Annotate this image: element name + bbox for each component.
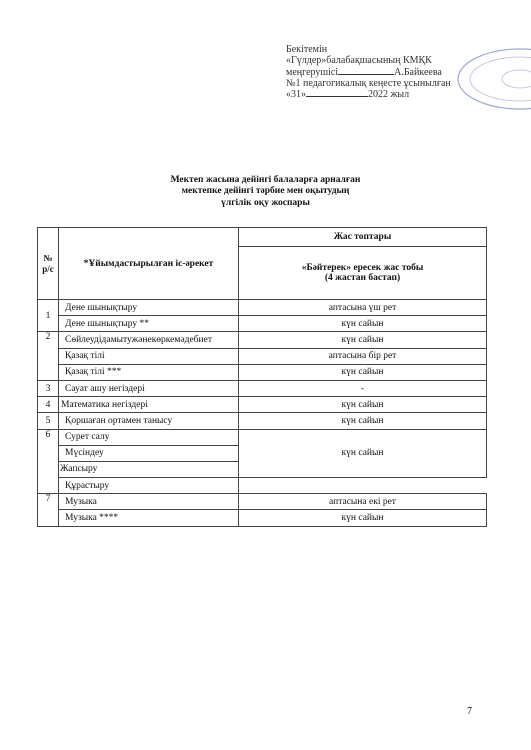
table-row (38, 413, 487, 429)
signature-underline (338, 74, 394, 75)
row-activity: Дене шынықтыру (59, 300, 239, 316)
approval-line-3: меңгерушісі (286, 66, 339, 78)
row-number: 7 (38, 494, 59, 526)
row-activity: Сурет салу (59, 429, 239, 445)
curriculum-table (37, 227, 487, 527)
row-activity: Музыка (59, 494, 239, 510)
approval-block (286, 44, 516, 100)
table-row (38, 510, 487, 526)
header-activity: *Ұйымдастырылған іс-әрекет (59, 228, 239, 300)
header-group-age: (4 жастан бастап) (324, 273, 401, 283)
table-row (38, 300, 487, 316)
row-frequency: күн сайын (239, 510, 487, 526)
row-activity: Қазақ тілі *** (59, 364, 239, 380)
row-frequency: күн сайын (239, 332, 487, 348)
table-row (38, 380, 487, 396)
row-frequency-empty (239, 478, 487, 494)
document-title-line-1: Мектеп жасына дейінгі балаларға арналған (170, 175, 361, 185)
row-activity: Жапсыру (59, 461, 239, 477)
header-group (239, 247, 487, 300)
document-title-line-2: мектепке дейінгі тәрбие мен оқытудың (181, 186, 350, 196)
table-row (38, 316, 487, 332)
approval-line-4: №1 педагогикалық кеңесте ұсынылған (286, 77, 451, 89)
row-frequency: аптасына екі рет (239, 494, 487, 510)
header-age-groups: Жас топтары (239, 228, 487, 247)
row-activity: Мүсіндеу (59, 445, 239, 461)
row-number: 3 (38, 380, 59, 396)
row-activity: Дене шынықтыру ** (59, 316, 239, 332)
row-activity: Қазақ тілі (59, 348, 239, 364)
row-frequency: күн сайын (239, 429, 487, 478)
row-number: 1 (38, 300, 59, 332)
row-activity: Құрастыру (59, 478, 239, 494)
row-number: 4 (38, 397, 59, 413)
row-number: 2 (38, 332, 59, 381)
row-frequency: күн сайын (239, 316, 487, 332)
document-title-line-3: үлгілік оқу жоспары (221, 198, 310, 208)
row-frequency: - (239, 380, 487, 396)
row-activity: Сөйлеудідамытужәнекөркемәдебиет (59, 332, 239, 348)
date-underline (306, 96, 368, 97)
approval-director-name: А.Байкеева (394, 66, 442, 78)
table-row (38, 429, 487, 445)
row-activity: Қоршаған ортамен танысу (59, 413, 239, 429)
table-row (38, 364, 487, 380)
row-activity: Сауат ашу негіздері (59, 380, 239, 396)
table-row (38, 478, 487, 494)
header-number: № р/с (38, 228, 59, 300)
approval-date-day: «31» (286, 89, 306, 101)
row-frequency: аптасына бір рет (239, 348, 487, 364)
page-number: 7 (467, 706, 472, 717)
row-number: 6 (38, 429, 59, 494)
approval-date-year: 2022 жыл (368, 89, 410, 101)
row-frequency: күн сайын (239, 413, 487, 429)
row-frequency: күн сайын (239, 364, 487, 380)
row-frequency: күн сайын (239, 397, 487, 413)
row-frequency: аптасына үш рет (239, 300, 487, 316)
table-row (38, 397, 487, 413)
table-header-row (38, 228, 487, 247)
table-row (38, 332, 487, 348)
row-activity: Музыка **** (59, 510, 239, 526)
row-activity: Математика негіздері (59, 397, 239, 413)
approval-line-2: «Гүлдер»балабақшасының КМҚК (286, 55, 432, 67)
approval-line-1: Бекітемін (286, 44, 328, 55)
table-row (38, 494, 487, 510)
row-number: 5 (38, 413, 59, 429)
table-row (38, 348, 487, 364)
header-group-name: «Бәйтерек» ересек жас тобы (301, 263, 424, 273)
